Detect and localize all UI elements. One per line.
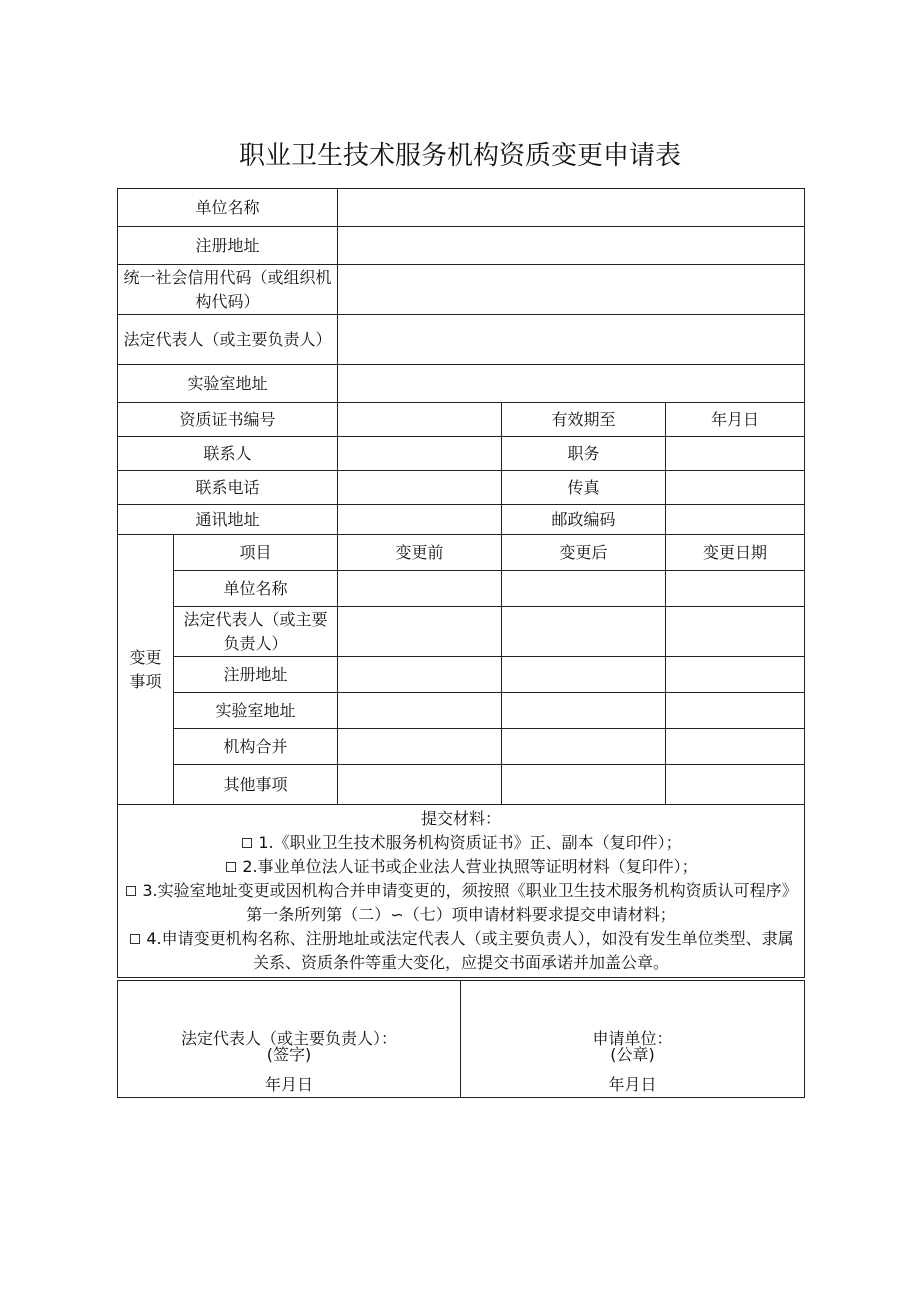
checkbox-icon[interactable] [226,862,236,872]
legal-rep-signature-label: 法定代表人（或主要负责人）： [180,1029,397,1048]
change-header-after: 变更后 [502,535,666,571]
mail-address-label: 通讯地址 [118,505,338,535]
materials-heading: 提交材料： [421,809,502,828]
seal-mark: (公章) [610,1045,655,1064]
fax-field[interactable] [666,471,805,505]
signature-date: 年月日 [264,1075,313,1094]
change-date-field[interactable] [666,693,805,729]
form-title: 职业卫生技术服务机构资质变更申请表 [238,141,681,171]
change-item-label: 单位名称 [174,571,338,607]
change-header-before: 变更前 [338,535,502,571]
unit-name-field[interactable] [338,189,805,227]
valid-until-label: 有效期至 [502,403,666,437]
signature-mark: (签字) [266,1045,312,1064]
change-before-field[interactable] [338,571,502,607]
lab-address-field[interactable] [338,365,805,403]
postcode-label: 邮政编码 [502,505,666,535]
checkbox-icon[interactable] [126,886,136,896]
applicant-unit-cell[interactable] [461,981,805,1098]
legal-rep-label: 法定代表人（或主要负责人） [118,315,338,365]
change-date-field[interactable] [666,657,805,693]
position-field[interactable] [666,437,805,471]
contact-label: 联系人 [118,437,338,471]
change-after-field[interactable] [502,657,666,693]
signature-table [117,980,805,1098]
change-before-field[interactable] [338,693,502,729]
position-label: 职务 [502,437,666,471]
checkbox-icon[interactable] [242,838,252,848]
seal-date: 年月日 [608,1075,657,1094]
cert-no-label: 资质证书编号 [118,403,338,437]
credit-code-field[interactable] [338,265,805,315]
reg-address-label: 注册地址 [118,227,338,265]
valid-until-field[interactable]: 年月日 [666,403,805,437]
material-item: 1.《职业卫生技术服务机构资质证书》正、副本（复印件）； [122,831,800,855]
change-before-field[interactable] [338,657,502,693]
change-date-field[interactable] [666,607,805,657]
change-after-field[interactable] [502,607,666,657]
change-after-field[interactable] [502,729,666,765]
unit-name-label: 单位名称 [118,189,338,227]
change-date-field[interactable] [666,571,805,607]
credit-code-label: 统一社会信用代码（或组织机构代码） [118,265,338,315]
checkbox-icon[interactable] [130,934,140,944]
phone-field[interactable] [338,471,502,505]
change-item-label: 法定代表人（或主要负责人） [174,607,338,657]
change-item-label: 注册地址 [174,657,338,693]
phone-label: 联系电话 [118,471,338,505]
change-header-date: 变更日期 [666,535,805,571]
change-before-field[interactable] [338,729,502,765]
postcode-field[interactable] [666,505,805,535]
fax-label: 传真 [502,471,666,505]
cert-no-field[interactable] [338,403,502,437]
change-before-field[interactable] [338,607,502,657]
change-after-field[interactable] [502,693,666,729]
change-date-field[interactable] [666,729,805,765]
mail-address-field[interactable] [338,505,502,535]
legal-rep-field[interactable] [338,315,805,365]
contact-field[interactable] [338,437,502,471]
change-date-field[interactable] [666,765,805,805]
change-header-item: 项目 [174,535,338,571]
applicant-unit-label: 申请单位： [592,1029,673,1048]
change-section-label: 变更事项 [118,535,174,805]
change-after-field[interactable] [502,571,666,607]
material-item: 2.事业单位法人证书或企业法人营业执照等证明材料（复印件）； [122,855,800,879]
change-item-label: 其他事项 [174,765,338,805]
reg-address-field[interactable] [338,227,805,265]
application-form-table [117,188,805,978]
change-before-field[interactable] [338,765,502,805]
materials-section [118,805,805,978]
lab-address-label: 实验室地址 [118,365,338,403]
material-item: 3.实验室地址变更或因机构合并申请变更的，须按照《职业卫生技术服务机构资质认可程序》第一条所列第（二）∽（七）项申请材料要求提交申请材料； [122,879,800,927]
change-item-label: 实验室地址 [174,693,338,729]
change-after-field[interactable] [502,765,666,805]
material-item: 4.申请变更机构名称、注册地址或法定代表人（或主要负责人），如没有发生单位类型、隶属关系、资质条件等重大变化，应提交书面承诺并加盖公章。 [122,927,800,975]
change-item-label: 机构合并 [174,729,338,765]
legal-rep-signature-cell[interactable] [118,981,461,1098]
